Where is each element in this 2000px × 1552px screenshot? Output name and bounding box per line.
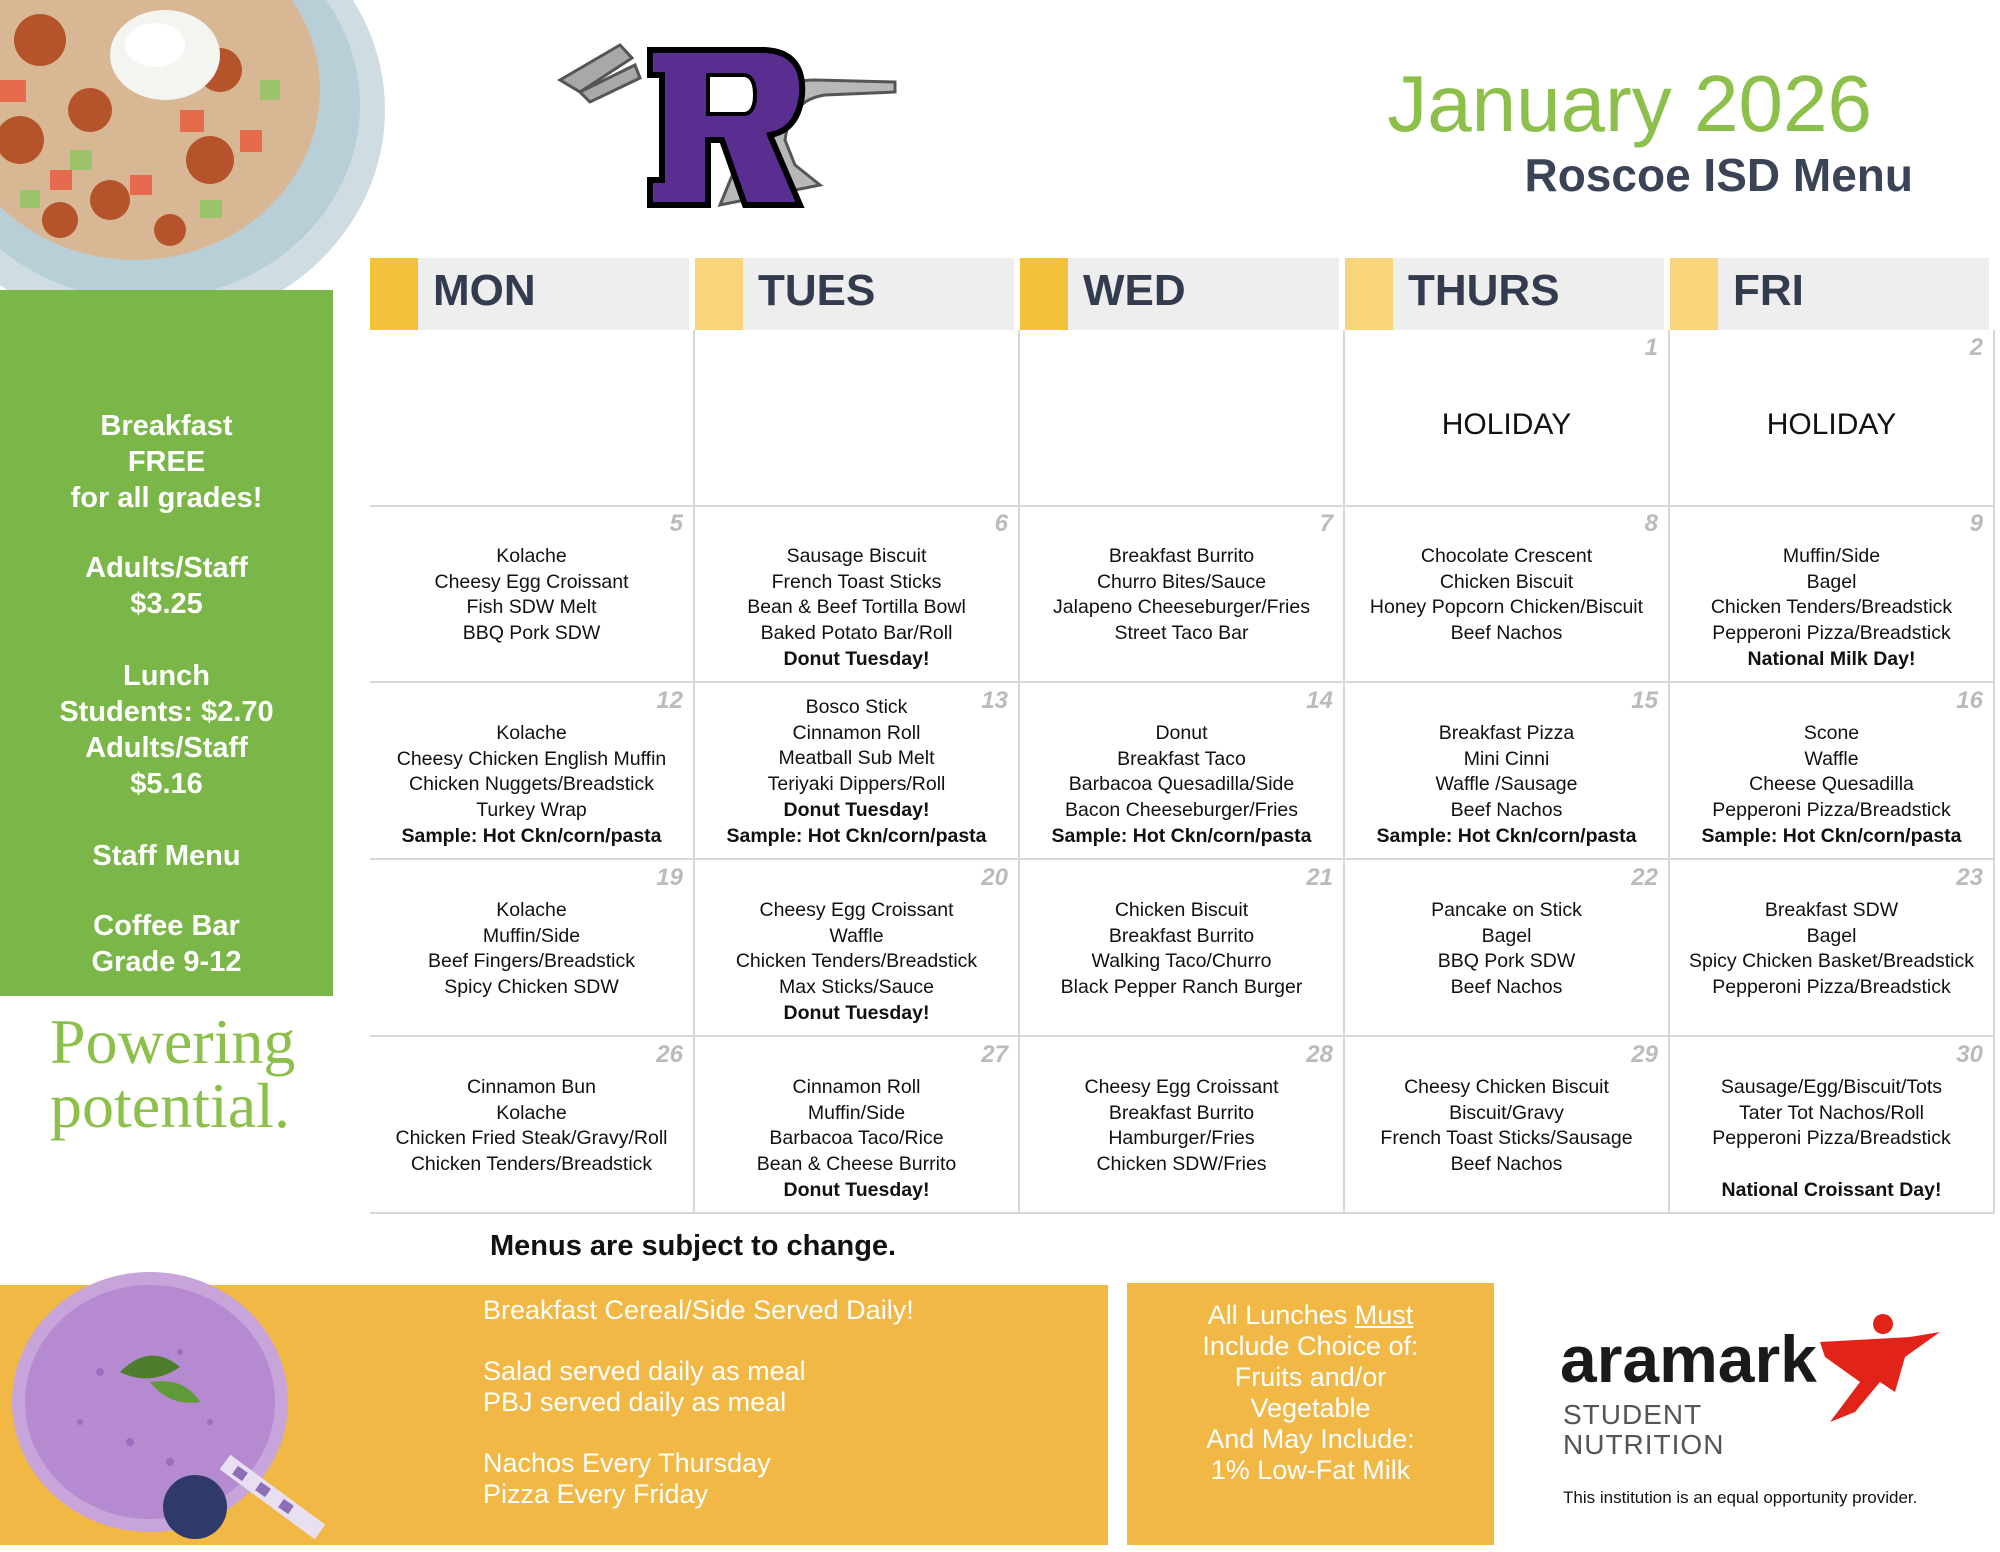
calendar-day-cell [370, 506, 695, 683]
menu-special-note: Sample: Hot Ckn/corn/pasta [1701, 824, 1962, 847]
menu-items [370, 1075, 693, 1178]
menu-item: Cheesy Chicken English Muffin [396, 747, 667, 770]
day-number: 20 [981, 864, 1008, 891]
menu-item: Kolache [496, 899, 567, 921]
menu-item: Cinnamon Roll [792, 721, 921, 744]
day-header-wed [1020, 258, 1339, 330]
day-number: 21 [1306, 864, 1333, 891]
menu-item: Chocolate Crescent [1420, 545, 1593, 567]
menu-special-note: National Milk Day! [1747, 647, 1916, 670]
aramark-wordmark: aramark [1560, 1322, 1817, 1396]
menu-items [695, 1075, 1018, 1204]
menu-item: Walking Taco/Churro [1091, 950, 1272, 973]
menu-item: Pepperoni Pizza/Breadstick [1712, 622, 1951, 645]
day-number: 8 [1644, 510, 1658, 537]
calendar-day-cell [1345, 1037, 1670, 1214]
tagline-line: potential. [50, 1070, 290, 1141]
sidebar-line: $5.16 [130, 768, 203, 800]
menu-item: Sausage/Egg/Biscuit/Tots [1720, 1076, 1943, 1098]
menu-item: Cheesy Egg Croissant [1084, 1076, 1279, 1098]
sidebar-line: FREE [127, 446, 206, 478]
day-header-tues [695, 258, 1014, 330]
day-number: 22 [1631, 864, 1658, 891]
day-number: 30 [1956, 1041, 1983, 1068]
menu-item: Muffin/Side [1782, 545, 1881, 567]
menu-item: Pancake on Stick [1431, 899, 1582, 921]
lunch-rule-must: Must [1354, 1300, 1414, 1330]
menu-special-note: Sample: Hot Ckn/corn/pasta [1376, 824, 1637, 847]
menu-items [1020, 1075, 1343, 1178]
menu-item: French Toast Sticks [771, 570, 942, 593]
menu-special-note: Sample: Hot Ckn/corn/pasta [726, 824, 987, 847]
breakfast-free-note [0, 408, 333, 516]
powering-potential-tagline [50, 1006, 296, 1141]
menu-item: Beef Nachos [1450, 622, 1563, 645]
menu-special-note: Donut Tuesday! [783, 1001, 930, 1024]
menu-item: Waffle [829, 924, 884, 947]
day-number: 26 [656, 1041, 683, 1068]
tagline-line: Powering [50, 1006, 296, 1077]
calendar-day-cell [695, 683, 1020, 860]
menu-special-note: Donut Tuesday! [783, 647, 930, 670]
day-number: 1 [1644, 334, 1658, 361]
menu-items [370, 898, 693, 1001]
menu-items [1020, 721, 1343, 850]
menu-item: Cheesy Egg Croissant [434, 570, 629, 593]
menu-item: Chicken Fried Steak/Gravy/Roll [395, 1127, 668, 1150]
staff-menu-label: Staff Menu [92, 840, 241, 872]
menu-items [695, 695, 1018, 849]
calendar-day-cell [1020, 683, 1345, 860]
day-number: 12 [656, 687, 683, 714]
menu-item: Black Pepper Ranch Burger [1060, 976, 1303, 999]
calendar-day-cell [1020, 860, 1345, 1037]
sidebar-line: Students: $2.70 [59, 696, 274, 728]
calendar-day-cell [1020, 506, 1345, 683]
menu-item: Cinnamon Roll [792, 1076, 921, 1098]
menu-item: Mini Cinni [1463, 747, 1550, 770]
lunch-rule-text: All Lunches [1207, 1300, 1355, 1330]
menu-item: Cheesy Egg Croissant [759, 899, 954, 921]
lunch-rule-line: Vegetable [1250, 1393, 1371, 1423]
menu-item: Spicy Chicken SDW [444, 976, 619, 999]
menu-item: Meatball Sub Melt [778, 747, 935, 770]
adult-breakfast-price [0, 550, 333, 622]
menu-item: Beef Nachos [1450, 799, 1563, 822]
day-header-mon [370, 258, 689, 330]
sidebar-line: $3.25 [130, 588, 203, 620]
school-r-logo [540, 40, 930, 210]
day-header-accent [1670, 258, 1718, 330]
menu-items [1670, 544, 1993, 673]
menu-item: Honey Popcorn Chicken/Biscuit [1369, 596, 1644, 619]
menu-item: Chicken Nuggets/Breadstick [409, 773, 654, 796]
menu-item: Cheese Quesadilla [1749, 773, 1914, 796]
menu-items [1345, 898, 1668, 1001]
menu-item: Max Sticks/Sauce [779, 976, 934, 999]
menu-item: Jalapeno Cheeseburger/Fries [1053, 596, 1310, 619]
menu-item: Waffle [1804, 747, 1859, 770]
menu-item: Chicken Biscuit [1439, 570, 1574, 593]
day-header-accent [1020, 258, 1068, 330]
aramark-nutrition: NUTRITION [1563, 1429, 1725, 1460]
holiday-label: HOLIDAY [1441, 408, 1572, 441]
lunch-rule-line: Include Choice of: [1202, 1331, 1419, 1361]
lunch-prices [0, 658, 333, 802]
calendar-day-cell [695, 330, 1020, 507]
menu-items [1345, 721, 1668, 850]
menu-item: Street Taco Bar [1114, 622, 1249, 645]
lunch-rule-line [1127, 1300, 1494, 1331]
menu-item: Chicken Biscuit [1114, 899, 1249, 921]
menu-items [695, 898, 1018, 1027]
menu-item: Barbacoa Quesadilla/Side [1068, 773, 1295, 796]
day-number: 14 [1306, 687, 1333, 714]
menu-change-notice: Menus are subject to change. [490, 1230, 897, 1262]
menu-item: Kolache [496, 545, 567, 567]
info-line: PBJ served daily as meal [483, 1387, 787, 1417]
day-number: 15 [1631, 687, 1658, 714]
day-number: 27 [981, 1041, 1008, 1068]
day-header-thurs [1345, 258, 1664, 330]
calendar-day-cell [1670, 1037, 1995, 1214]
menu-item: Waffle /Sausage [1435, 773, 1578, 796]
day-header-label: WED [1083, 266, 1186, 315]
menu-item: Spicy Chicken Basket/Breadstick [1688, 950, 1975, 973]
menu-items [370, 544, 693, 647]
lunch-rule-line: And May Include: [1206, 1424, 1415, 1454]
menu-item: Bagel [1806, 570, 1857, 593]
equal-opportunity-statement: This institution is an equal opportunity provider. [1563, 1488, 1918, 1507]
menu-item: Fish SDW Melt [466, 596, 597, 619]
menu-items [695, 544, 1018, 673]
menu-item: Kolache [496, 722, 567, 744]
day-number: 23 [1956, 864, 1983, 891]
day-header-label: THURS [1408, 266, 1560, 315]
info-line: Breakfast Cereal/Side Served Daily! [483, 1295, 914, 1325]
calendar-day-cell [1345, 506, 1670, 683]
menu-item: Kolache [496, 1101, 567, 1124]
menu-special-note: Donut Tuesday! [783, 798, 930, 821]
calendar-day-cell [695, 860, 1020, 1037]
day-number: 7 [1319, 510, 1333, 537]
holiday-label: HOLIDAY [1766, 408, 1897, 441]
menu-item: Pepperoni Pizza/Breadstick [1712, 976, 1951, 999]
menu-special-note: Sample: Hot Ckn/corn/pasta [401, 824, 662, 847]
menu-item: Cheesy Chicken Biscuit [1404, 1076, 1609, 1098]
smoothie-image [0, 1262, 340, 1552]
menu-item: French Toast Sticks/Sausage [1380, 1127, 1633, 1150]
menu-item: Barbacoa Taco/Rice [769, 1127, 944, 1150]
menu-item: Chicken Tenders/Breadstick [1710, 596, 1953, 619]
menu-items [1670, 1075, 1993, 1204]
menu-item: Scone [1803, 722, 1860, 744]
calendar-day-cell [1670, 860, 1995, 1037]
lunch-requirements-panel [1127, 1283, 1494, 1545]
menu-item: Hamburger/Fries [1108, 1127, 1255, 1150]
pricing-sidebar [0, 290, 333, 996]
day-header-fri [1670, 258, 1989, 330]
calendar-day-cell [370, 860, 695, 1037]
day-number: 19 [656, 864, 683, 891]
day-header-accent [370, 258, 418, 330]
calendar-day-cell [370, 1037, 695, 1214]
menu-item: Sausage Biscuit [786, 545, 927, 567]
aramark-star-figure-icon [1820, 1314, 1940, 1422]
day-number: 9 [1969, 510, 1983, 537]
menu-item: BBQ Pork SDW [462, 622, 601, 645]
calendar-day-cell [1020, 1037, 1345, 1214]
daily-info-text [483, 1295, 914, 1510]
menu-item: Pepperoni Pizza/Breadstick [1712, 1127, 1951, 1150]
menu-special-note: Donut Tuesday! [783, 1178, 930, 1201]
sidebar-line: Adults/Staff [85, 552, 248, 584]
day-number: 2 [1969, 334, 1983, 361]
menu-items [1670, 721, 1993, 850]
sidebar-line: Adults/Staff [85, 732, 248, 764]
menu-item: Beef Nachos [1450, 1153, 1563, 1176]
menu-item: Bean & Beef Tortilla Bowl [747, 596, 966, 619]
calendar-day-cell [1670, 506, 1995, 683]
day-number: 29 [1631, 1041, 1658, 1068]
calendar-day-cell [370, 683, 695, 860]
aramark-logo [1560, 1312, 1940, 1472]
menu-items [1345, 1075, 1668, 1178]
coffee-bar-note [0, 908, 333, 980]
sidebar-line: Breakfast [100, 410, 233, 442]
calendar-day-cell [370, 330, 695, 507]
day-header-label: TUES [758, 266, 876, 315]
menu-item: Breakfast Taco [1117, 747, 1246, 770]
menu-item: Tater Tot Nachos/Roll [1739, 1101, 1924, 1124]
calendar-day-cell [1020, 330, 1345, 507]
menu-item: Pepperoni Pizza/Breadstick [1712, 799, 1951, 822]
calendar-day-cell [1670, 330, 1995, 507]
sidebar-line: Lunch [123, 660, 210, 692]
menu-item: Breakfast Pizza [1438, 722, 1575, 744]
sidebar-line: Grade 9-12 [91, 946, 242, 978]
menu-item: Breakfast Burrito [1108, 545, 1255, 567]
calendar-day-cell [1345, 330, 1670, 507]
day-header-label: MON [433, 266, 536, 315]
calendar-day-cell [1345, 860, 1670, 1037]
menu-item: Bean & Cheese Burrito [756, 1153, 957, 1176]
sidebar-line: Coffee Bar [93, 910, 240, 942]
day-header-accent [695, 258, 743, 330]
menu-item [1670, 1152, 1993, 1178]
calendar-day-cell [695, 506, 1020, 683]
menu-item: Chicken SDW/Fries [1096, 1153, 1267, 1176]
menu-item: Muffin/Side [482, 924, 581, 947]
day-number: 6 [994, 510, 1008, 537]
menu-item: Bosco Stick [805, 696, 908, 718]
menu-item: Bacon Cheeseburger/Fries [1064, 799, 1299, 822]
menu-item: Beef Nachos [1450, 976, 1563, 999]
menu-special-note: Sample: Hot Ckn/corn/pasta [1051, 824, 1312, 847]
calendar-day-cell [695, 1037, 1020, 1214]
month-title: January 2026 [1387, 59, 1872, 148]
lunch-rule-line: Fruits and/or [1234, 1362, 1387, 1392]
calendar-day-cell [1345, 683, 1670, 860]
menu-item: Beef Fingers/Breadstick [427, 950, 635, 973]
menu-item: Cinnamon Bun [467, 1076, 596, 1098]
day-header-label: FRI [1733, 266, 1804, 315]
aramark-student: STUDENT [1563, 1399, 1703, 1430]
menu-items [1020, 544, 1343, 647]
menu-item: Churro Bites/Sauce [1096, 570, 1267, 593]
day-number: 16 [1956, 687, 1983, 714]
info-line: Pizza Every Friday [483, 1479, 709, 1509]
menu-items [1670, 898, 1993, 1001]
menu-items [1020, 898, 1343, 1001]
info-line: Nachos Every Thursday [483, 1448, 771, 1478]
menu-item: Donut [1155, 722, 1208, 744]
menu-item: Bagel [1806, 924, 1857, 947]
menu-item: Baked Potato Bar/Roll [760, 622, 953, 645]
menu-item: Teriyaki Dippers/Roll [767, 773, 946, 796]
calendar-day-cell [1670, 683, 1995, 860]
lunch-rule-line: 1% Low-Fat Milk [1210, 1455, 1411, 1485]
menu-item: Muffin/Side [807, 1101, 906, 1124]
menu-items [370, 721, 693, 850]
day-number: 5 [669, 510, 683, 537]
menu-item: Bagel [1481, 924, 1532, 947]
day-header-accent [1345, 258, 1393, 330]
menu-item: Biscuit/Gravy [1449, 1101, 1564, 1124]
day-number: 13 [981, 687, 1008, 714]
menu-special-note: National Croissant Day! [1721, 1178, 1942, 1201]
menu-item: Chicken Tenders/Breadstick [410, 1153, 653, 1176]
food-bowl-image [0, 0, 390, 330]
menu-subtitle: Roscoe ISD Menu [1524, 149, 1913, 201]
menu-item: Breakfast Burrito [1108, 1101, 1255, 1124]
menu-item: Chicken Tenders/Breadstick [735, 950, 978, 973]
info-line: Salad served daily as meal [483, 1356, 806, 1386]
menu-item: Breakfast Burrito [1108, 924, 1255, 947]
day-number: 28 [1306, 1041, 1333, 1068]
sidebar-line: for all grades! [70, 482, 263, 514]
menu-item: Breakfast SDW [1764, 899, 1899, 921]
menu-items [1345, 544, 1668, 647]
menu-item: BBQ Pork SDW [1437, 950, 1576, 973]
menu-item: Turkey Wrap [476, 799, 587, 822]
